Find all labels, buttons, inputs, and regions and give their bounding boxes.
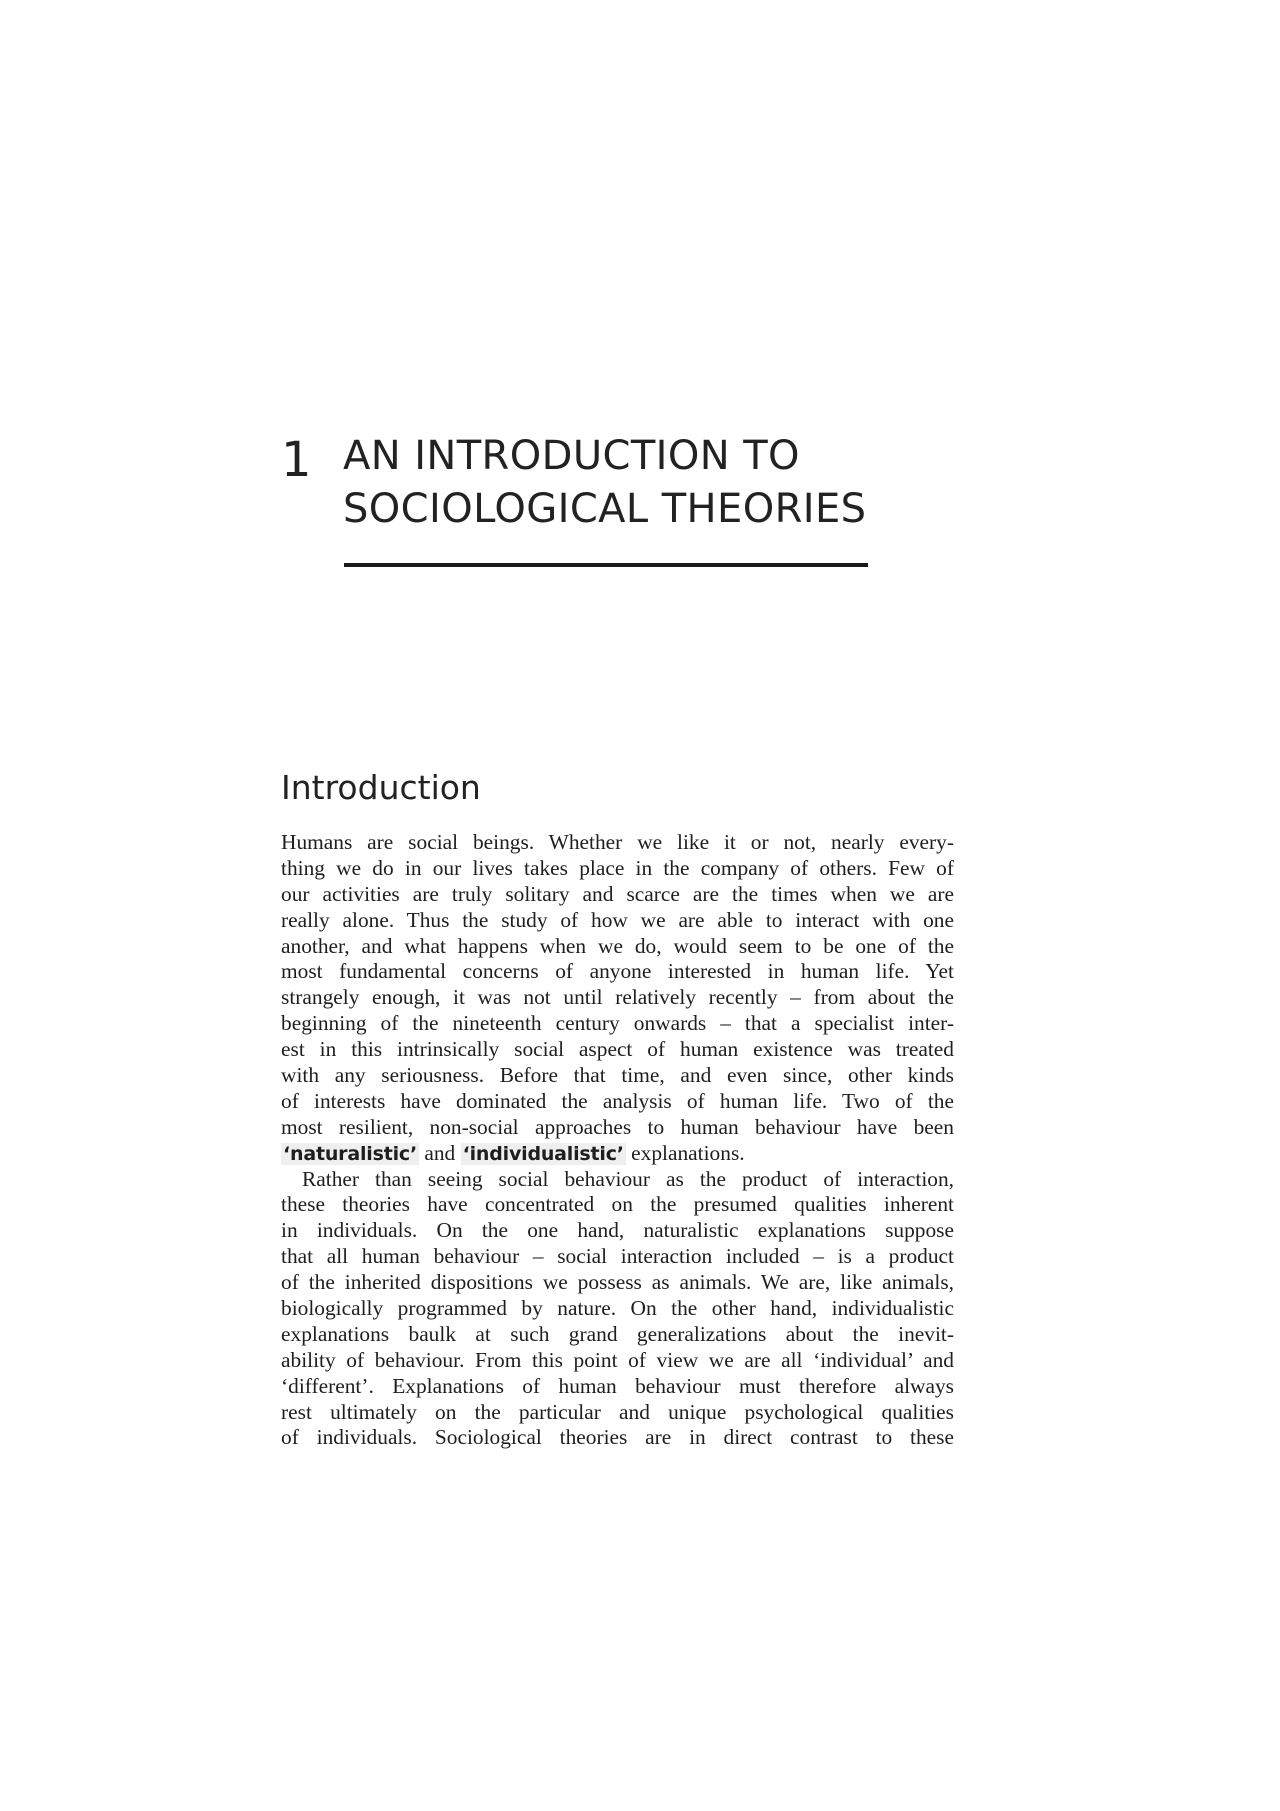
text-line: ‘different’. Explanations of human behaviour must therefore always [281, 1373, 954, 1398]
text-line: our activities are truly solitary and scarce are the times when we are [281, 881, 954, 906]
text-line: of the inherited dispositions we possess as animals. We are, like animals, [281, 1270, 954, 1295]
chapter-title [343, 430, 866, 536]
text-line: another, and what happens when we do, would seem to be one of the [281, 933, 954, 958]
text-fragment: and [418, 1140, 461, 1165]
chapter-title-line-2: SOCIOLOGICAL THEORIES [343, 486, 867, 532]
text-line: that all human behaviour – social interaction included – is a product [281, 1244, 954, 1269]
body-text [281, 830, 954, 1451]
chapter-title-line-1: AN INTRODUCTION TO [343, 433, 800, 479]
text-line: most fundamental concerns of anyone interested in human life. Yet [281, 959, 954, 984]
text-line: Rather than seeing social behaviour as the product of interaction, [302, 1166, 954, 1191]
text-line: of individuals. Sociological theories are in direct contrast to these [281, 1425, 954, 1450]
paragraph [281, 830, 954, 1167]
paragraph [281, 1167, 954, 1452]
section-heading: Introduction [281, 768, 481, 807]
text-line: est in this intrinsically social aspect of human existence was treated [281, 1037, 954, 1062]
text-line: most resilient, non-social approaches to human behaviour have been [281, 1114, 954, 1139]
chapter-number: 1 [281, 432, 312, 488]
chapter-title-rule [344, 563, 868, 567]
text-line: explanations baulk at such grand generalizations about the inevit- [281, 1321, 954, 1346]
key-term-individualistic: ‘individualistic’ [462, 1142, 624, 1165]
text-line: ability of behaviour. From this point of view we are all ‘individual’ and [281, 1347, 954, 1372]
text-line: in individuals. On the one hand, naturalistic explanations suppose [281, 1218, 954, 1243]
text-line: with any seriousness. Before that time, and even since, other kinds [281, 1063, 954, 1088]
text-line: biologically programmed by nature. On the other hand, individualistic [281, 1296, 954, 1321]
text-line: really alone. Thus the study of how we are able to interact with one [281, 907, 954, 932]
text-line: rest ultimately on the particular and unique psychological qualities [281, 1399, 954, 1424]
text-line: thing we do in our lives takes place in the company of others. Few of [281, 855, 954, 880]
text-fragment: explanations. [625, 1140, 745, 1165]
text-line [281, 1141, 954, 1167]
text-line: strangely enough, it was not until relatively recently – from about the [281, 985, 954, 1010]
key-term-naturalistic: ‘naturalistic’ [283, 1142, 417, 1165]
text-line: beginning of the nineteenth century onwards – that a specialist inter- [281, 1011, 954, 1036]
text-line: these theories have concentrated on the presumed qualities inherent [281, 1192, 954, 1217]
text-line: Humans are social beings. Whether we like it or not, nearly every- [281, 830, 954, 854]
text-line: of interests have dominated the analysis of human life. Two of the [281, 1088, 954, 1113]
